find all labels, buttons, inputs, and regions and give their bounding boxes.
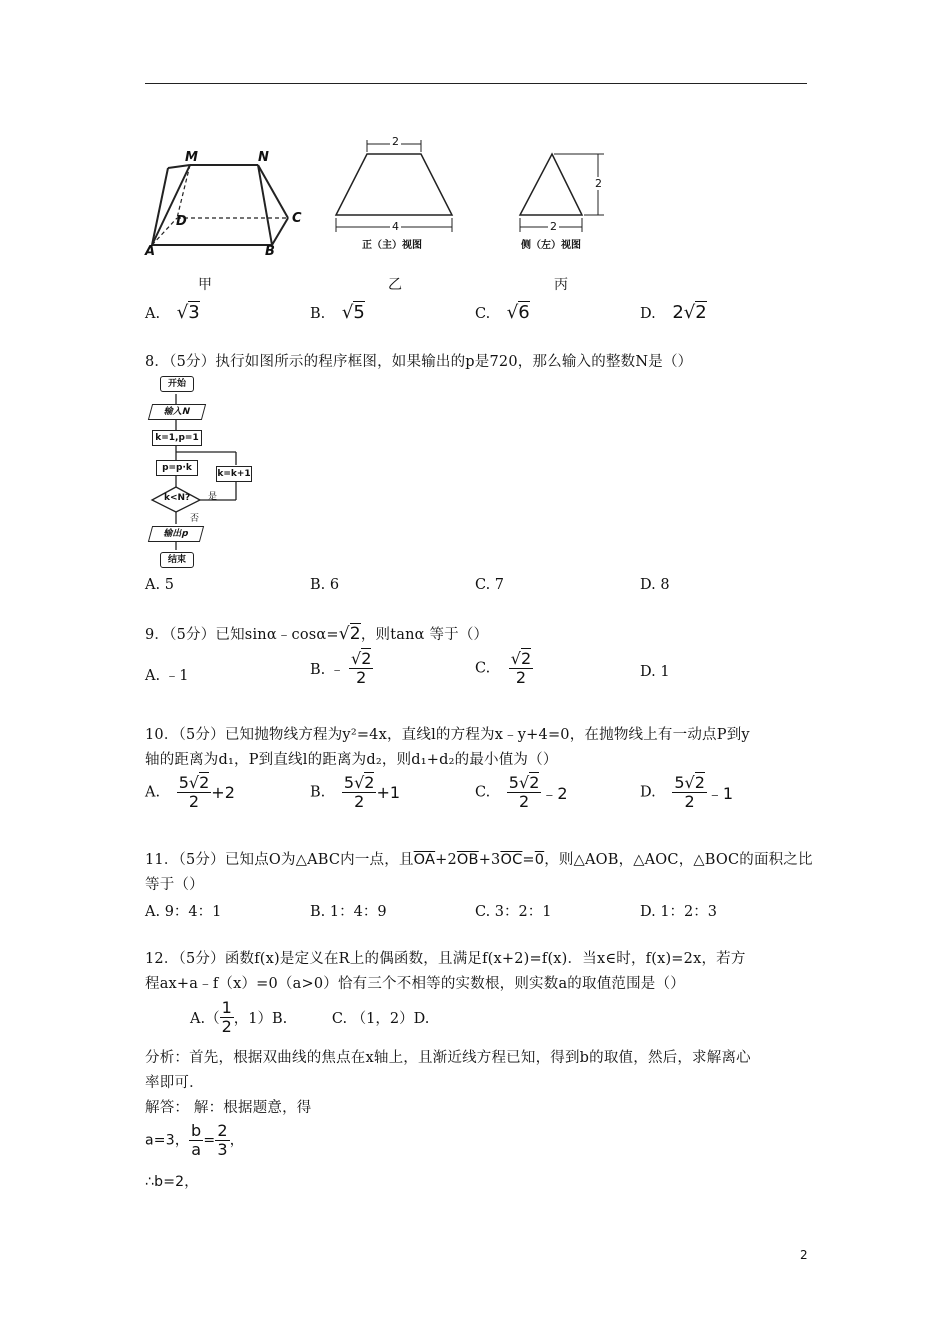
flow-input: 输入N (148, 404, 206, 420)
analysis-line1: 分析：首先，根据双曲线的焦点在x轴上，且渐近线方程已知，得到b的取值，然后，求解离心 (145, 1050, 751, 1066)
q9-option-d[interactable]: D. 1 (640, 664, 670, 680)
flow-start: 开始 (160, 376, 194, 392)
flow-output: 输出p (148, 526, 204, 542)
front-view-caption: 正（主）视图 (362, 240, 422, 251)
flow-calc: p=p·k (156, 460, 198, 476)
vertex-b: B (265, 244, 275, 259)
side-bottom-dim: 2 (550, 220, 557, 233)
front-bottom-dim: 4 (392, 220, 399, 233)
flow-yes: 是 (208, 492, 218, 502)
solid-figure (152, 165, 288, 245)
q7-option-c[interactable]: C. √6 (475, 302, 530, 323)
flow-end: 结束 (160, 552, 194, 568)
flow-init: k=1,p=1 (152, 430, 202, 446)
q11-stem-line2: 等于（） (145, 877, 204, 893)
q12-options-row[interactable]: A.（ $\frac{1}{2}$ ，1）B. C. （1，2）D. (190, 998, 430, 1036)
fig-label-bing: 丙 (554, 277, 568, 293)
q8-stem: 8．（5分）执行如图所示的程序框图，如果输出的p是720，那么输入的整数N是（） (145, 354, 693, 370)
q8-option-b[interactable]: B. 6 (310, 577, 340, 593)
fig-label-jia: 甲 (198, 277, 212, 293)
q9-option-b[interactable]: B. ﹣ $\frac{√2}{2}$ (310, 649, 372, 687)
flow-no: 否 (190, 514, 200, 524)
header-rule (145, 83, 807, 84)
flow-cond: k<N? (164, 493, 191, 503)
q10-option-b[interactable]: B. $\frac{5√2}{2}$ +1 (310, 773, 401, 811)
q8-option-a[interactable]: A. 5 (145, 577, 174, 593)
vertex-d: D (176, 214, 187, 229)
vertex-n: N (258, 150, 269, 165)
q11-option-a[interactable]: A. 9：4：1 (145, 904, 222, 920)
q7-option-d[interactable]: D. 2√2 (640, 302, 707, 323)
q10-stem-line1: 10．（5分）已知抛物线方程为y²=4x，直线l的方程为x﹣y+4=0，在抛物线上有一动点P到y (145, 727, 750, 743)
q12-stem-line1: 12．（5分）函数f(x)是定义在R上的偶函数，且满足f(x+2)=f(x)．当x∈时，f(x)=2x，若方 (145, 951, 746, 967)
side-height-dim: 2 (595, 177, 602, 190)
front-top-dim: 2 (392, 135, 399, 148)
fig-label-yi: 乙 (388, 277, 402, 293)
q8-option-d[interactable]: D. 8 (640, 577, 670, 593)
side-view-caption: 侧（左）视图 (521, 240, 581, 251)
flow-inc: k=k+1 (216, 466, 252, 482)
vertex-a: A (145, 244, 156, 259)
page-number: 2 (800, 1248, 808, 1262)
q7-option-b[interactable]: B. √5 (310, 302, 365, 323)
q9-option-a[interactable]: A. ﹣1 (145, 668, 189, 684)
q11-stem-line1: 11．（5分）已知点O为△ABC内一点，且$\overline{OA}+2\overline{OB}+3\overline{OC}=0$，则△AOB，△AOC，△BOC的面积之比 (145, 852, 813, 868)
vertex-m: M (185, 150, 198, 165)
q11-option-d[interactable]: D. 1：2：3 (640, 904, 718, 920)
q10-stem-line2: 轴的距离为d₁，P到直线l的距离为d₂，则d₁+d₂的最小值为（） (145, 752, 558, 768)
analysis-line2: 率即可． (145, 1075, 204, 1091)
vertex-c: C (292, 211, 302, 226)
q9-stem: 9．（5分）已知sinα﹣cosα=√2，则tanα 等于（） (145, 624, 489, 644)
q7-option-a[interactable]: A. √3 (145, 302, 200, 323)
q11-option-c[interactable]: C. 3：2：1 (475, 904, 552, 920)
answer-result: ∴b=2， (145, 1174, 199, 1190)
q10-option-d[interactable]: D. $\frac{5√2}{2}$ ﹣1 (640, 773, 734, 811)
q9-option-c[interactable]: C. $\frac{√2}{2}$ (475, 649, 532, 687)
q10-option-c[interactable]: C. $\frac{5√2}{2}$ ﹣2 (475, 773, 568, 811)
q10-option-a[interactable]: A. $\frac{5√2}{2}$ +2 (145, 773, 235, 811)
q12-stem-line2: 程ax+a﹣f（x）=0（a>0）恰有三个不相等的实数根，则实数a的取值范围是（） (145, 976, 685, 992)
answer-line: 解答： 解：根据题意，得 (145, 1100, 312, 1116)
answer-equation: a=3， $\frac{b}{a}$ = $\frac{2}{3}$ ， (145, 1121, 244, 1159)
q8-option-c[interactable]: C. 7 (475, 577, 505, 593)
q11-option-b[interactable]: B. 1：4：9 (310, 904, 387, 920)
